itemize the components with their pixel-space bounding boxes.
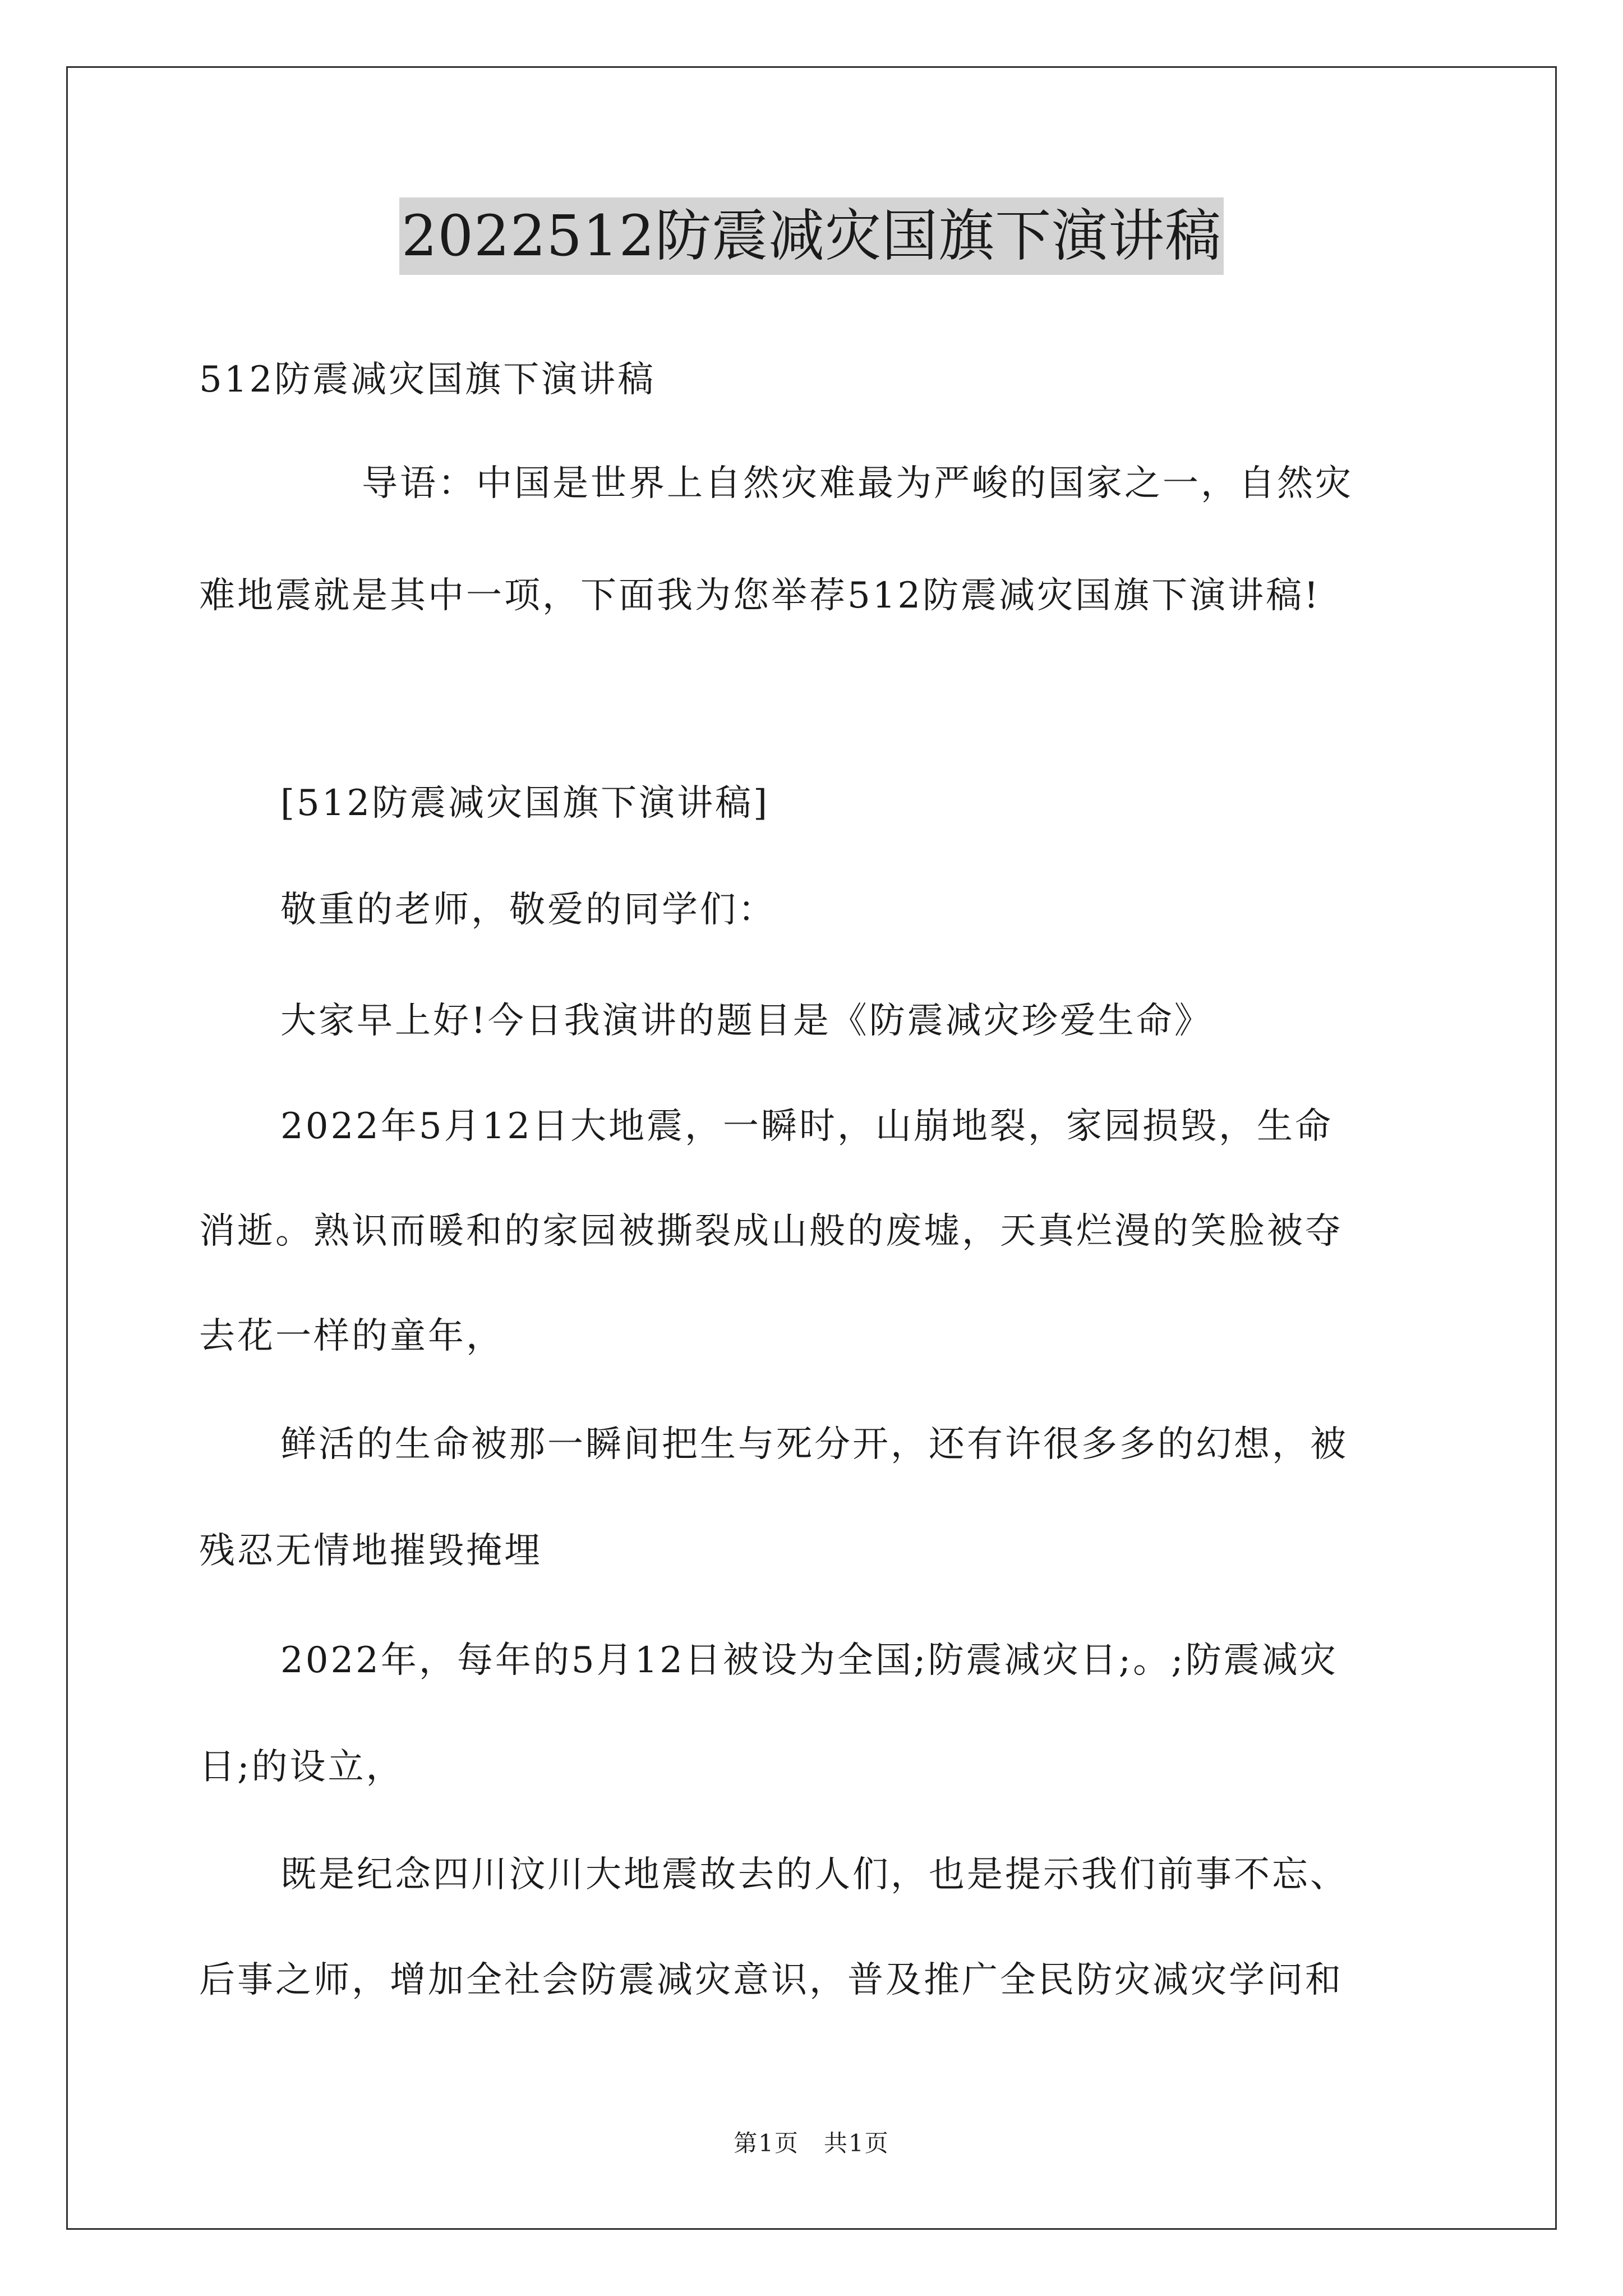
paragraph-line: 2022年5月12日大地震，一瞬时，山崩地裂，家园损毁，生命 bbox=[280, 1106, 1334, 1147]
subtitle-line: 512防震减灾国旗下演讲稿 bbox=[199, 359, 656, 401]
paragraph-line: 2022年，每年的5月12日被设为全国;防震减灾日;。;防震减灾 bbox=[280, 1640, 1338, 1681]
paragraph-line: 导语：中国是世界上自然灾难最为严峻的国家之一，自然灾 bbox=[362, 463, 1353, 504]
paragraph-line: 难地震就是其中一项，下面我为您举荐512防震减灾国旗下演讲稿! bbox=[199, 575, 1321, 616]
paragraph-line: [512防震减灾国旗下演讲稿] bbox=[280, 783, 770, 824]
paragraph-line: 去花一样的童年， bbox=[199, 1315, 504, 1357]
paragraph-line: 敬重的老师，敬爱的同学们： bbox=[280, 889, 776, 931]
paragraph-line: 消逝。熟识而暖和的家园被撕裂成山般的废墟，天真烂漫的笑脸被夺 bbox=[199, 1211, 1343, 1252]
paragraph-line: 后事之师，增加全社会防震减灾意识，普及推广全民防灾减灾学问和 bbox=[199, 1959, 1343, 2001]
title-container bbox=[0, 197, 1623, 275]
paragraph-line: 鲜活的生命被那一瞬间把生与死分开，还有许很多多的幻想，被 bbox=[280, 1424, 1348, 1465]
page-footer: 第1页 共1页 bbox=[734, 2129, 889, 2157]
document-title: 2022512防震减灾国旗下演讲稿 bbox=[399, 197, 1224, 275]
paragraph-line: 残忍无情地摧毁掩埋 bbox=[199, 1530, 542, 1572]
paragraph-line: 大家早上好!今日我演讲的题目是《防震减灾珍爱生命》 bbox=[280, 1000, 1212, 1042]
paragraph-line: 日;的设立， bbox=[199, 1746, 404, 1788]
paragraph-line: 既是纪念四川汶川大地震故去的人们，也是提示我们前事不忘、 bbox=[280, 1854, 1348, 1895]
